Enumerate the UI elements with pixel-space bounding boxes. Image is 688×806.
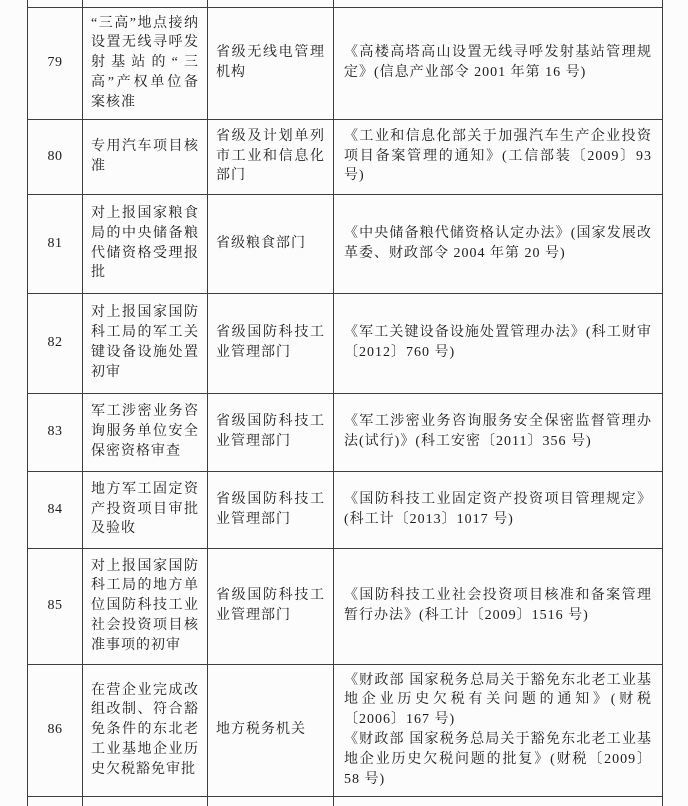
legal-basis-paragraph: 《高楼高塔高山设置无线寻呼发射基站管理规定》(信息产业部令 2001 年第 16 号) — [344, 45, 652, 80]
row-number: 79 — [47, 55, 63, 71]
row-number: 81 — [47, 235, 63, 251]
item-name-cell — [83, 119, 208, 194]
item-name-cell — [83, 471, 208, 548]
table-row — [28, 664, 663, 796]
legal-basis-cell — [334, 471, 663, 548]
item-name-cell — [83, 7, 208, 119]
partial-row-top — [28, 0, 663, 7]
authority-text: 省级国防科技工业管理部门 — [216, 414, 325, 449]
approval-items-table — [27, 0, 663, 806]
item-name-text: 对上报国家国防科工局的地方单位国防科技工业社会投资项目核准事项的初审 — [91, 558, 199, 653]
item-name-text: 在营企业完成改组改制、符合豁免条件的东北老工业基地企业历史欠税豁免审批 — [91, 682, 199, 777]
row-number: 84 — [47, 501, 63, 517]
row-number-cell — [28, 194, 83, 293]
legal-basis-cell — [334, 548, 663, 664]
legal-basis-cell — [334, 119, 663, 194]
legal-basis-cell — [334, 194, 663, 293]
authority-cell — [208, 194, 334, 293]
legal-basis-paragraph: 《财政部 国家税务总局关于豁免东北老工业基地企业历史欠税有关问题的通知》(财税〔2006〕167 号) — [344, 672, 652, 728]
item-name-text: 专用汽车项目核准 — [91, 138, 199, 174]
table-row — [28, 471, 663, 548]
table-row — [28, 119, 663, 194]
row-number-cell — [28, 548, 83, 664]
row-number-cell — [28, 7, 83, 119]
row-number-cell — [28, 293, 83, 393]
legal-basis-paragraph: 《中央储备粮代储资格认定办法》(国家发展改革委、财政部令 2004 年第 20 号) — [344, 225, 652, 261]
authority-cell — [208, 664, 334, 796]
item-name-text: 对上报国家国防科工局的军工关键设备设施处置初审 — [91, 305, 199, 380]
partial-cell — [83, 0, 208, 7]
authority-cell — [208, 119, 334, 194]
authority-cell — [208, 293, 334, 393]
partial-cell — [28, 0, 83, 7]
item-name-text: 对上报国家粮食局的中央储备粮代储资格受理报批 — [91, 205, 199, 281]
authority-text: 省级无线电管理机构 — [216, 45, 325, 80]
authority-text: 省级粮食部门 — [216, 235, 306, 251]
row-number: 80 — [47, 148, 63, 164]
legal-basis-cell — [334, 293, 663, 393]
item-name-cell — [83, 548, 208, 664]
table-row — [28, 7, 663, 119]
partial-row-bottom — [28, 796, 663, 806]
item-name-text: 军工涉密业务咨询服务单位安全保密资格审查 — [91, 404, 199, 459]
item-name-text: “三高”地点接纳设置无线寻呼发射基站的“三高”产权单位备案核准 — [91, 15, 199, 110]
authority-cell — [208, 7, 334, 119]
table-body — [28, 0, 663, 806]
table-row — [28, 548, 663, 664]
row-number: 85 — [47, 598, 63, 614]
legal-basis-paragraph: 《国防科技工业固定资产投资项目管理规定》(科工计〔2013〕1017 号) — [344, 491, 652, 527]
item-name-cell — [83, 293, 208, 393]
table-row — [28, 293, 663, 393]
partial-cell — [334, 0, 663, 7]
legal-basis-paragraph: 《工业和信息化部关于加强汽车生产企业投资项目备案管理的通知》(工信部装〔2009〕93 号) — [344, 128, 652, 184]
row-number-cell — [28, 471, 83, 548]
row-number-cell — [28, 664, 83, 796]
partial-cell — [28, 796, 83, 806]
item-name-cell — [83, 194, 208, 293]
authority-text: 省级及计划单列市工业和信息化部门 — [216, 128, 325, 184]
authority-text: 省级国防科技工业管理部门 — [216, 491, 325, 527]
authority-text: 省级国防科技工业管理部门 — [216, 325, 325, 360]
partial-cell — [334, 796, 663, 806]
legal-basis-paragraph: 《国防科技工业社会投资项目核准和备案管理暂行办法》(科工计〔2009〕1516 号) — [344, 588, 652, 623]
row-number-cell — [28, 393, 83, 471]
legal-basis-cell — [334, 664, 663, 796]
row-number: 82 — [47, 335, 63, 351]
row-number: 83 — [47, 424, 63, 440]
legal-basis-paragraph: 《财政部 国家税务总局关于豁免东北老工业基地企业历史欠税问题的批复》(财税〔2009〕58 号) — [344, 732, 652, 787]
item-name-text: 地方军工固定资产投资项目审批及验收 — [91, 481, 199, 537]
table-row — [28, 194, 663, 293]
authority-text: 省级国防科技工业管理部门 — [216, 588, 325, 623]
legal-basis-cell — [334, 393, 663, 471]
authority-cell — [208, 393, 334, 471]
item-name-cell — [83, 393, 208, 471]
authority-text: 地方税务机关 — [216, 722, 306, 738]
row-number-cell — [28, 119, 83, 194]
item-name-cell — [83, 664, 208, 796]
legal-basis-paragraph: 《军工涉密业务咨询服务安全保密监督管理办法(试行)》(科工安密〔2011〕356 号) — [344, 414, 652, 449]
partial-cell — [83, 796, 208, 806]
row-number: 86 — [47, 722, 63, 738]
table-row — [28, 393, 663, 471]
authority-cell — [208, 471, 334, 548]
partial-cell — [208, 0, 334, 7]
legal-basis-cell — [334, 7, 663, 119]
legal-basis-paragraph: 《军工关键设备设施处置管理办法》(科工财审〔2012〕760 号) — [344, 325, 652, 360]
partial-cell — [208, 796, 334, 806]
authority-cell — [208, 548, 334, 664]
